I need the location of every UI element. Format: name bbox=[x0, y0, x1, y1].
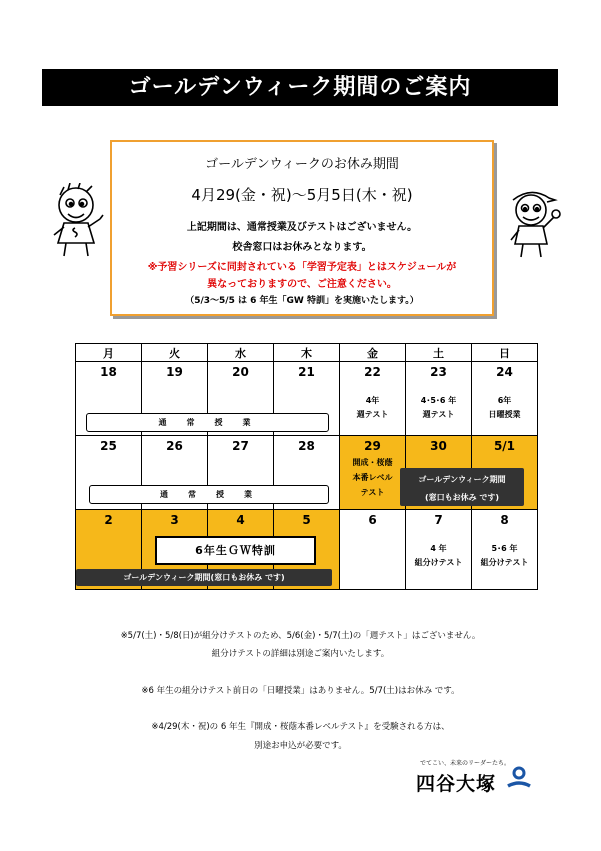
day-number: 19 bbox=[166, 365, 183, 379]
day-number: 8 bbox=[500, 513, 509, 527]
day-number: 28 bbox=[298, 439, 315, 453]
weekday-wed: 水 bbox=[208, 344, 274, 362]
footnote-1b: 組分けテストの詳細は別途ご案内いたします。 bbox=[211, 649, 390, 659]
day-number: 30 bbox=[430, 439, 447, 453]
day-cell bbox=[406, 362, 472, 436]
day-note: 6年 日曜授業 bbox=[488, 396, 521, 419]
day-note: 4･5･6 年 週テスト bbox=[420, 396, 457, 419]
day-number: 25 bbox=[100, 439, 117, 453]
notice-line-1: 上記期間は、通常授業及びテストはございません。 bbox=[186, 222, 418, 233]
footnote-1a: ※5/7(土)・5/8(日)が組分けテストのため、5/6(金)・5/7(土)の「週テスト」はございません。 bbox=[120, 631, 481, 641]
page-title: ゴールデンウィーク期間のご案内 bbox=[42, 69, 558, 106]
gw-period-bar-week2 bbox=[400, 468, 524, 506]
day-cell bbox=[472, 362, 538, 436]
day-cell bbox=[406, 510, 472, 590]
footnote-3a: ※4/29(木・祝)の 6 年生『開成・桜蔭本番レベルテスト』を受験される方は、 bbox=[151, 722, 450, 732]
weekday-fri: 金 bbox=[340, 344, 406, 362]
boy-mascot-left-icon bbox=[46, 183, 106, 258]
day-cell bbox=[340, 436, 406, 510]
day-number: 6 bbox=[368, 513, 377, 527]
day-number: 27 bbox=[232, 439, 249, 453]
holiday-period: 4月29(金・祝)～5月5日(木・祝) bbox=[191, 186, 413, 204]
gw-closed-label: (窓口もお休み です) bbox=[424, 493, 500, 502]
yotsuya-logo-icon bbox=[506, 766, 532, 790]
day-number: 5/1 bbox=[493, 439, 516, 453]
regular-class-bar-week1: 通 常 授 業 bbox=[86, 413, 329, 432]
gw-period-label: ゴールデンウィーク期間 bbox=[418, 475, 506, 484]
day-number: 29 bbox=[364, 439, 381, 453]
day-number: 26 bbox=[166, 439, 183, 453]
day-cell bbox=[472, 510, 538, 590]
notice-line-2: 校舎窓口はお休みとなります。 bbox=[232, 242, 372, 253]
notice-warning-2: 異なっておりますので、ご注意ください。 bbox=[207, 279, 397, 290]
holiday-notice-box bbox=[110, 140, 494, 316]
day-cell bbox=[340, 510, 406, 590]
logo-name: 四谷大塚 bbox=[416, 773, 497, 795]
weekday-sun: 日 bbox=[472, 344, 538, 362]
weekday-mon: 月 bbox=[76, 344, 142, 362]
day-note: 4 年 組分けテスト bbox=[414, 544, 463, 567]
notice-warning-1: ※予習シリーズに同封されている「学習予定表」とはスケジュールが bbox=[147, 262, 457, 273]
day-number: 4 bbox=[236, 513, 245, 527]
day-note: 開成・桜蔭 本番レベル テスト bbox=[352, 458, 393, 497]
day-number: 7 bbox=[434, 513, 443, 527]
day-number: 20 bbox=[232, 365, 249, 379]
footnote-3b: 別途お申込が必要です。 bbox=[254, 741, 347, 751]
day-number: 18 bbox=[100, 365, 117, 379]
day-number: 21 bbox=[298, 365, 315, 379]
day-number: 22 bbox=[364, 365, 381, 379]
grade6-gw-special-box: 6年生ＧＷ特訓 bbox=[155, 536, 316, 565]
day-cell bbox=[340, 362, 406, 436]
weekday-sat: 土 bbox=[406, 344, 472, 362]
gw-period-bar-week3: ゴールデンウィーク期間(窓口もお休み です) bbox=[76, 569, 332, 586]
day-number: 2 bbox=[104, 513, 113, 527]
weekday-tue: 火 bbox=[142, 344, 208, 362]
notice-line-3: （5/3～5/5 は 6 年生「GW 特訓」を実施いたします。） bbox=[185, 296, 419, 306]
footnote-2: ※6 年生の組分けテスト前日の「日曜授業」はありません。5/7(土)はお休み です。 bbox=[141, 686, 460, 696]
day-number: 24 bbox=[496, 365, 513, 379]
day-number: 5 bbox=[302, 513, 311, 527]
day-number: 3 bbox=[170, 513, 179, 527]
day-note: 5･6 年 組分けテスト bbox=[480, 544, 529, 567]
logo-tagline: でてこい、未来のリーダーたち。 bbox=[420, 760, 511, 767]
boy-mascot-right-icon bbox=[503, 186, 561, 258]
weekday-thu: 木 bbox=[274, 344, 340, 362]
day-number: 23 bbox=[430, 365, 447, 379]
notice-heading: ゴールデンウィークのお休み期間 bbox=[205, 157, 399, 172]
regular-class-bar-week2 bbox=[89, 485, 329, 504]
regular-class-label: 通 常 授 業 bbox=[160, 490, 258, 499]
day-note: 4年 週テスト bbox=[356, 396, 389, 419]
